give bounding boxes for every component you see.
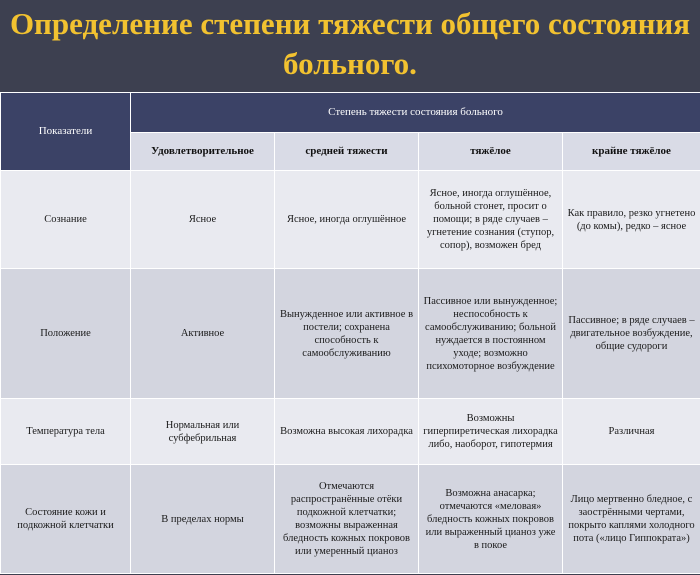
table-cell: Ясное, иногда оглушённое, больной стонет, просит о помощи; в ряде случаев – угнетение сознания (ступор, сопор), возможен бред [419, 171, 563, 269]
table-cell: Активное [131, 269, 275, 399]
severity-table [0, 92, 700, 574]
severity-header: Степень тяжести состояния больного [131, 93, 700, 133]
slide-title: Определение степени тяжести общего состояния больного. [9, 6, 691, 81]
table-cell: Как правило, резко угнетено (до комы), редко – ясное [563, 171, 700, 269]
indicators-header: Показатели [1, 93, 131, 171]
table-cell: В пределах нормы [131, 465, 275, 574]
column-header: крайне тяжёлое [563, 133, 700, 171]
column-header: тяжёлое [419, 133, 563, 171]
table-cell: Пассивное или вынужденное; неспособность к самообслуживанию; больной нуждается в постоянном уходе; возможно психомоторное возбуждение [419, 269, 563, 399]
column-header: средней тяжести [275, 133, 419, 171]
table-cell: Возможна высокая лихорадка [275, 399, 419, 465]
table-cell: Ясное, иногда оглушённое [275, 171, 419, 269]
table-cell: Ясное [131, 171, 275, 269]
table-cell: Различная [563, 399, 700, 465]
table-cell: Лицо мертвенно бледное, с заострёнными чертами, покрыто каплями холодного пота («лицо Гиппократа») [563, 465, 700, 574]
table-cell: Вынужденное или активное в постели; сохранена способность к самообслуживанию [275, 269, 419, 399]
table-cell: Возможны гиперпиретическая лихорадка либо, наоборот, гипотермия [419, 399, 563, 465]
table-cell: Нормальная или субфебрильная [131, 399, 275, 465]
row-label: Сознание [1, 171, 131, 269]
table-cell: Возможна анасарка; отмечаются «меловая» бледность кожных покровов или выраженный цианоз уже в покое [419, 465, 563, 574]
row-label: Температура тела [1, 399, 131, 465]
table-row [1, 269, 700, 399]
column-header: Удовлетворительное [131, 133, 275, 171]
table-cell: Пассивное; в ряде случаев – двигательное возбуждение, общие судороги [563, 269, 700, 399]
table-row [1, 465, 700, 574]
row-label: Состояние кожи и подкожной клетчатки [1, 465, 131, 574]
table-row [1, 399, 700, 465]
title-band [0, 0, 700, 92]
row-label: Положение [1, 269, 131, 399]
table-row [1, 171, 700, 269]
table-cell: Отмечаются распространённые отёки подкожной клетчатки; возможны выраженная бледность кожных покровов или умеренный цианоз [275, 465, 419, 574]
